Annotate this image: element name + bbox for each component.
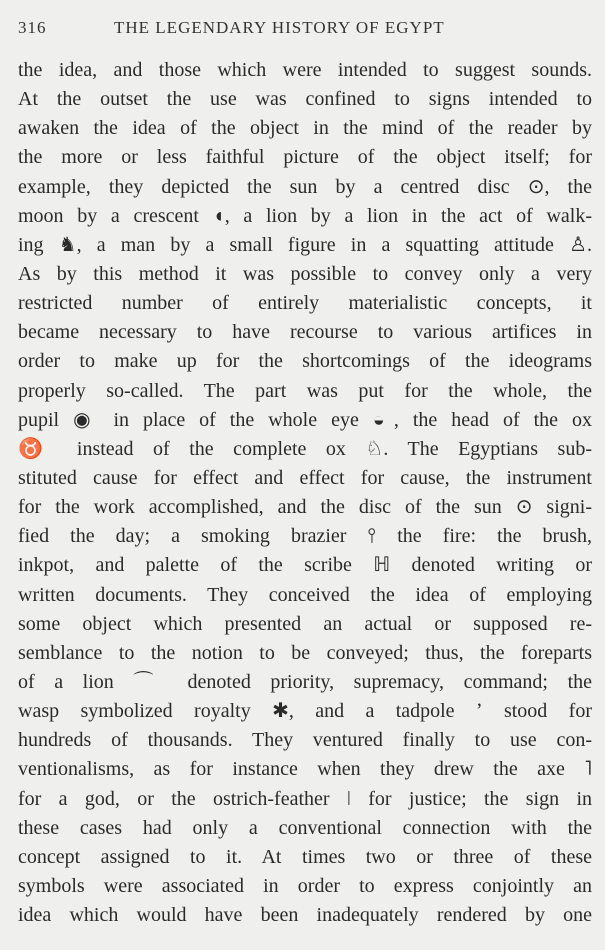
text-line: these cases had only a conventional connection with the bbox=[18, 816, 592, 839]
text-line: the idea, and those which were intended to suggest sounds. bbox=[18, 59, 592, 81]
text-line: semblance to the notion to be conveyed; thus, the foreparts bbox=[18, 641, 592, 664]
text-line: for a god, or the ostrich-feather ǀ for justice; the sign in bbox=[18, 787, 592, 810]
text-line: properly so-called. The part was put for the whole, the bbox=[18, 379, 592, 402]
running-header bbox=[18, 18, 592, 42]
text-line: symbols were associated in order to express conjointly an bbox=[18, 874, 592, 897]
text-line: ♉ instead of the complete ox ♘. The Egyptians sub- bbox=[18, 437, 592, 460]
text-line: of a lion ⌒ denoted priority, supremacy, command; the bbox=[18, 670, 592, 693]
text-line: for the work accomplished, and the disc of the sun ⊙ signi- bbox=[18, 496, 592, 519]
text-line: At the outset the use was confined to signs intended to bbox=[18, 88, 592, 111]
text-line: ventionalisms, as for instance when they drew the axe ˥ bbox=[18, 758, 592, 781]
text-line: ing ♞, a man by a small figure in a squatting attitude ♙. bbox=[18, 233, 592, 256]
text-line: restricted number of entirely materialistic concepts, it bbox=[18, 292, 592, 315]
text-line: awaken the idea of the object in the mind of the reader by bbox=[18, 117, 592, 140]
text-line: wasp symbolized royalty ✱, and a tadpole ʼ stood for bbox=[18, 700, 592, 723]
text-line: some object which presented an actual or supposed re- bbox=[18, 612, 592, 635]
text-line: hundreds of thousands. They ventured finally to use con- bbox=[18, 729, 592, 752]
text-line: example, they depicted the sun by a centred disc ⊙, the bbox=[18, 175, 592, 198]
text-line: written documents. They conceived the idea of employing bbox=[18, 583, 592, 606]
text-line: pupil ◉ in place of the whole eye ◒, the head of the ox bbox=[18, 408, 592, 431]
page-body-text bbox=[18, 56, 592, 930]
text-line: became necessary to have recourse to various artifices in bbox=[18, 321, 592, 344]
text-line: moon by a crescent ◖, a lion by a lion in the act of walk- bbox=[18, 204, 592, 227]
text-line: order to make up for the shortcomings of the ideograms bbox=[18, 350, 592, 373]
text-line: fied the day; a smoking brazier ⫯ the fire: the brush, bbox=[18, 525, 592, 548]
running-title: THE LEGENDARY HISTORY OF EGYPT bbox=[114, 18, 445, 37]
text-line: inkpot, and palette of the scribe ℍ denoted writing or bbox=[18, 554, 592, 577]
page-number: 316 bbox=[18, 18, 47, 37]
text-line: concept assigned to it. At times two or three of these bbox=[18, 845, 592, 868]
text-line: idea which would have been inadequately rendered by one bbox=[18, 904, 592, 927]
text-line: the more or less faithful picture of the object itself; for bbox=[18, 146, 592, 169]
text-line: As by this method it was possible to convey only a very bbox=[18, 262, 592, 285]
text-line: stituted cause for effect and effect for cause, the instrument bbox=[18, 466, 592, 489]
